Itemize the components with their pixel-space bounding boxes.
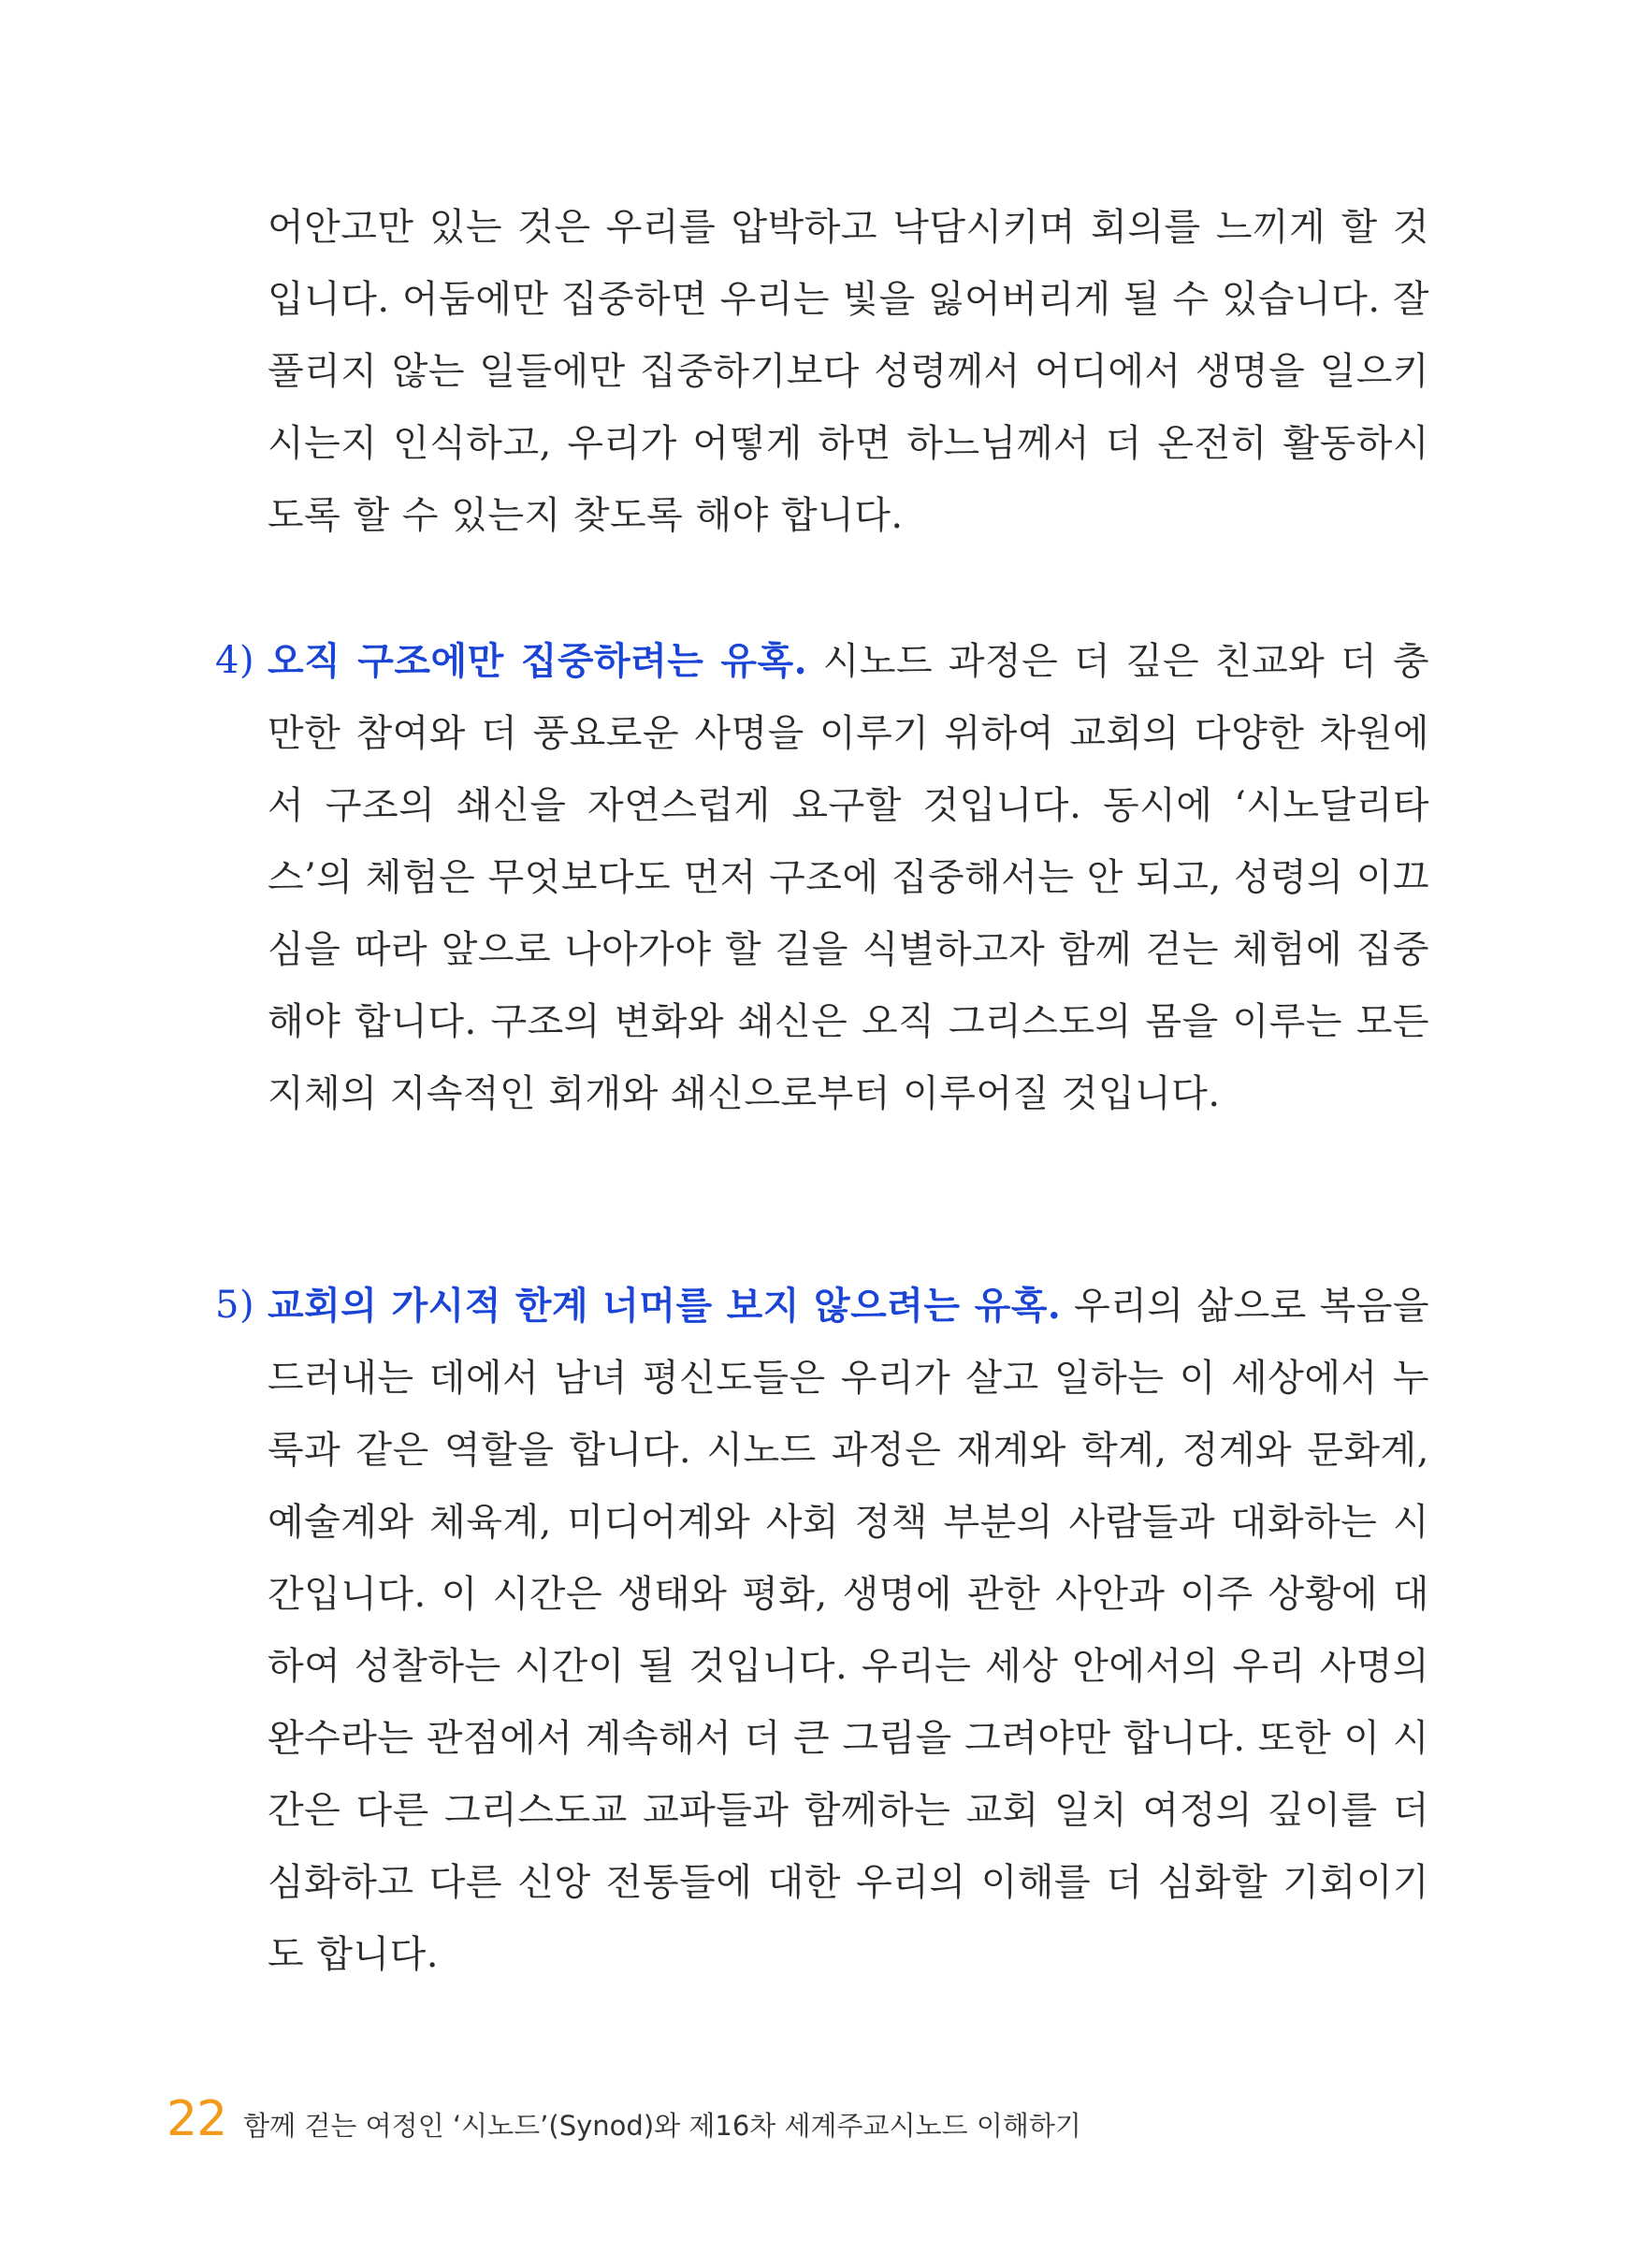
list-item-4: [215, 625, 1429, 1130]
item-4-body: 시노드 과정은 더 깊은 친교와 더 충만한 참여와 더 풍요로운 사명을 이루기 위하여 교회의 다양한 차원에서 구조의 쇄신을 자연스럽게 요구할 것입니다. 동시에 ‘시노달리타스’의 체험은 무엇보다도 먼저 구조에 집중해서는 안 되고, 성령의 이끄심을 따라 앞으로 나아가야 할 길을 식별하고자 함께 걷는 체험에 집중해야 합니다. 구조의 변화와 쇄신은 오직 그리스도의 몸을 이루는 모든 지체의 지속적인 회개와 쇄신으로부터 이루어질 것입니다.: [268, 640, 1429, 1115]
item-4-heading: 오직 구조에만 집중하려는 유혹.: [268, 639, 808, 683]
running-title: 함께 걷는 여정인 ‘시노드’(Synod)와 제16차 세계주교시노드 이해하기: [243, 2110, 1081, 2142]
item-5-number: 5): [215, 1284, 255, 1327]
page-number: 22: [167, 2091, 227, 2147]
item-4-number: 4): [215, 639, 255, 682]
item-5-body: 우리의 삶으로 복음을 드러내는 데에서 남녀 평신도들은 우리가 살고 일하는 이 세상에서 누룩과 같은 역할을 합니다. 시노드 과정은 재계와 학계, 정계와 문화계, 예술계와 체육계, 미디어계와 사회 정책 부분의 사람들과 대화하는 시간입니다. 이 시간은 생태와 평화, 생명에 관한 사안과 이주 상황에 대하여 성찰하는 시간이 될 것입니다. 우리는 세상 안에서의 우리 사명의 완수라는 관점에서 계속해서 더 큰 그림을 그려야만 합니다. 또한 이 시간은 다른 그리스도교 교파들과 함께하는 교회 일치 여정의 깊이를 더 심화하고 다른 신앙 전통들에 대한 우리의 이해를 더 심화할 기회이기도 합니다.: [268, 1285, 1430, 1976]
list-item-5: [215, 1270, 1430, 1991]
page-footer: [167, 2091, 1081, 2147]
item-5-heading: 교회의 가시적 한계 너머를 보지 않으려는 유혹.: [268, 1284, 1062, 1328]
paragraph-intro: 어안고만 있는 것은 우리를 압박하고 낙담시키며 회의를 느끼게 할 것입니다. 어둠에만 집중하면 우리는 빛을 잃어버리게 될 수 있습니다. 잘 풀리지 않는 일들에만 집중하기보다 성령께서 어디에서 생명을 일으키시는지 인식하고, 우리가 어떻게 하면 하느님께서 더 온전히 활동하시도록 할 수 있는지 찾도록 해야 합니다.: [268, 206, 1429, 537]
